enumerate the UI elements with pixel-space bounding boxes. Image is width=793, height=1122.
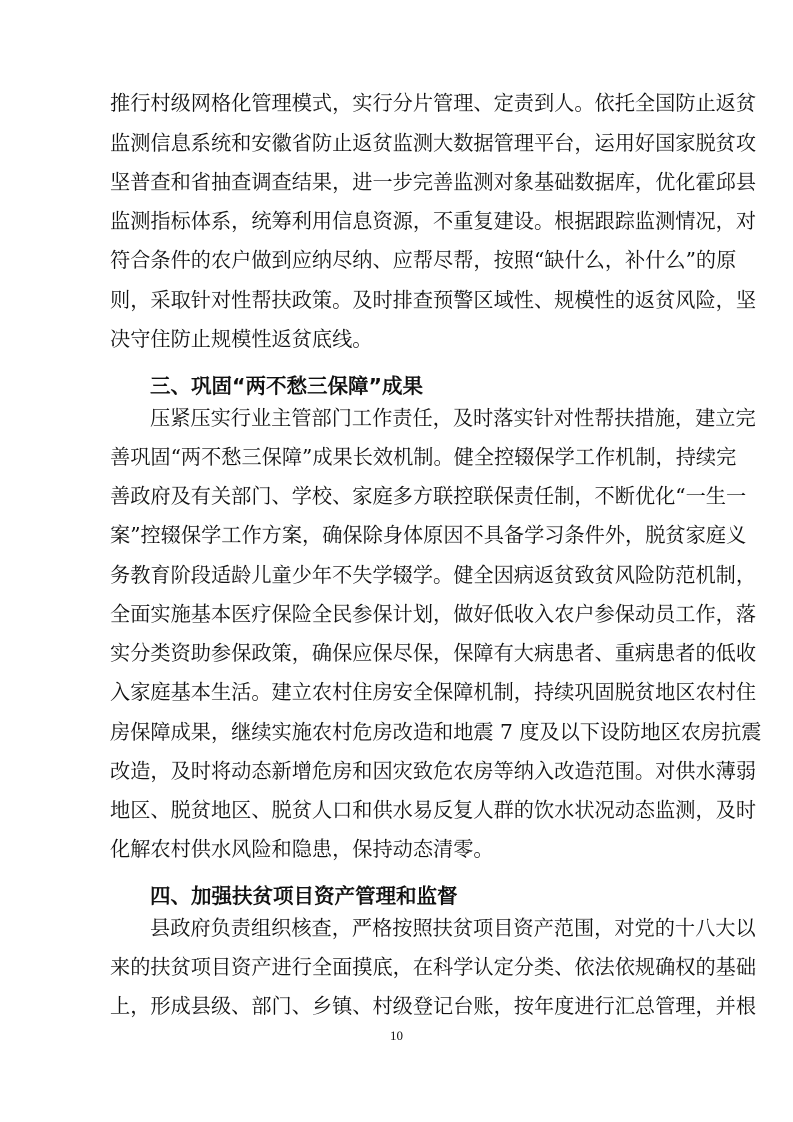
paragraph-line: 决守住防止规模性返贫底线。 [110, 327, 373, 351]
paragraph-line: 符合条件的农户做到应纳尽纳、应帮尽帮，按照“缺什么，补什么”的原 [110, 248, 737, 272]
paragraph-line: 房保障成果，继续实施农村危房改造和地震 7 度及以下设防地区农房抗震 [110, 720, 762, 744]
page-number: 10 [390, 1028, 403, 1043]
section-heading: 三、巩固“两不愁三保障”成果 [150, 374, 423, 398]
paragraph-line: 上，形成县级、部门、乡镇、村级登记台账，按年度进行汇总管理，并根 [110, 994, 757, 1018]
paragraph-line: 来的扶贫项目资产进行全面摸底，在科学认定分类、依法依规确权的基础 [110, 955, 757, 979]
paragraph-line: 推行村级网格化管理模式，实行分片管理、定责到人。依托全国防止返贫 [110, 91, 757, 115]
paragraph-line: 化解农村供水风险和隐患，保持动态清零。 [110, 837, 494, 861]
paragraph-line: 监测信息系统和安徽省防止返贫监测大数据管理平台，运用好国家脱贫攻 [110, 131, 757, 155]
paragraph-line: 务教育阶段适龄儿童少年不失学辍学。健全因病返贫致贫风险防范机制， [110, 563, 757, 587]
paragraph-line: 地区、脱贫地区、脱贫人口和供水易反复人群的饮水状况动态监测，及时 [110, 798, 757, 822]
paragraph-line: 压紧压实行业主管部门工作责任，及时落实针对性帮扶措施，建立完 [150, 406, 756, 430]
paragraph-line: 善政府及有关部门、学校、家庭多方联控联保责任制，不断优化“一生一 [110, 484, 747, 508]
paragraph-line: 坚普查和省抽查调查结果，进一步完善监测对象基础数据库，优化霍邱县 [110, 170, 757, 194]
paragraph-line: 善巩固“两不愁三保障”成果长效机制。健全控辍保学工作机制，持续完 [110, 445, 737, 469]
section-heading: 四、加强扶贫项目资产管理和监督 [150, 884, 458, 908]
paragraph-line: 监测指标体系，统筹利用信息资源，不重复建设。根据跟踪监测情况，对 [110, 209, 757, 233]
paragraph-line: 则，采取针对性帮扶政策。及时排查预警区域性、规模性的返贫风险，坚 [110, 288, 757, 312]
paragraph-line: 案”控辍保学工作方案，确保除身体原因不具备学习条件外，脱贫家庭义 [110, 523, 747, 547]
paragraph-line: 入家庭基本生活。建立农村住房安全保障机制，持续巩固脱贫地区农村住 [110, 680, 757, 704]
paragraph-line: 县政府负责组织核查，严格按照扶贫项目资产范围，对党的十八大以 [150, 916, 756, 940]
paragraph-line: 实分类资助参保政策，确保应保尽保，保障有大病患者、重病患者的低收 [110, 641, 757, 665]
paragraph-line: 全面实施基本医疗保险全民参保计划，做好低收入农户参保动员工作，落 [110, 602, 757, 626]
paragraph-line: 改造，及时将动态新增危房和因灾致危农房等纳入改造范围。对供水薄弱 [110, 759, 757, 783]
